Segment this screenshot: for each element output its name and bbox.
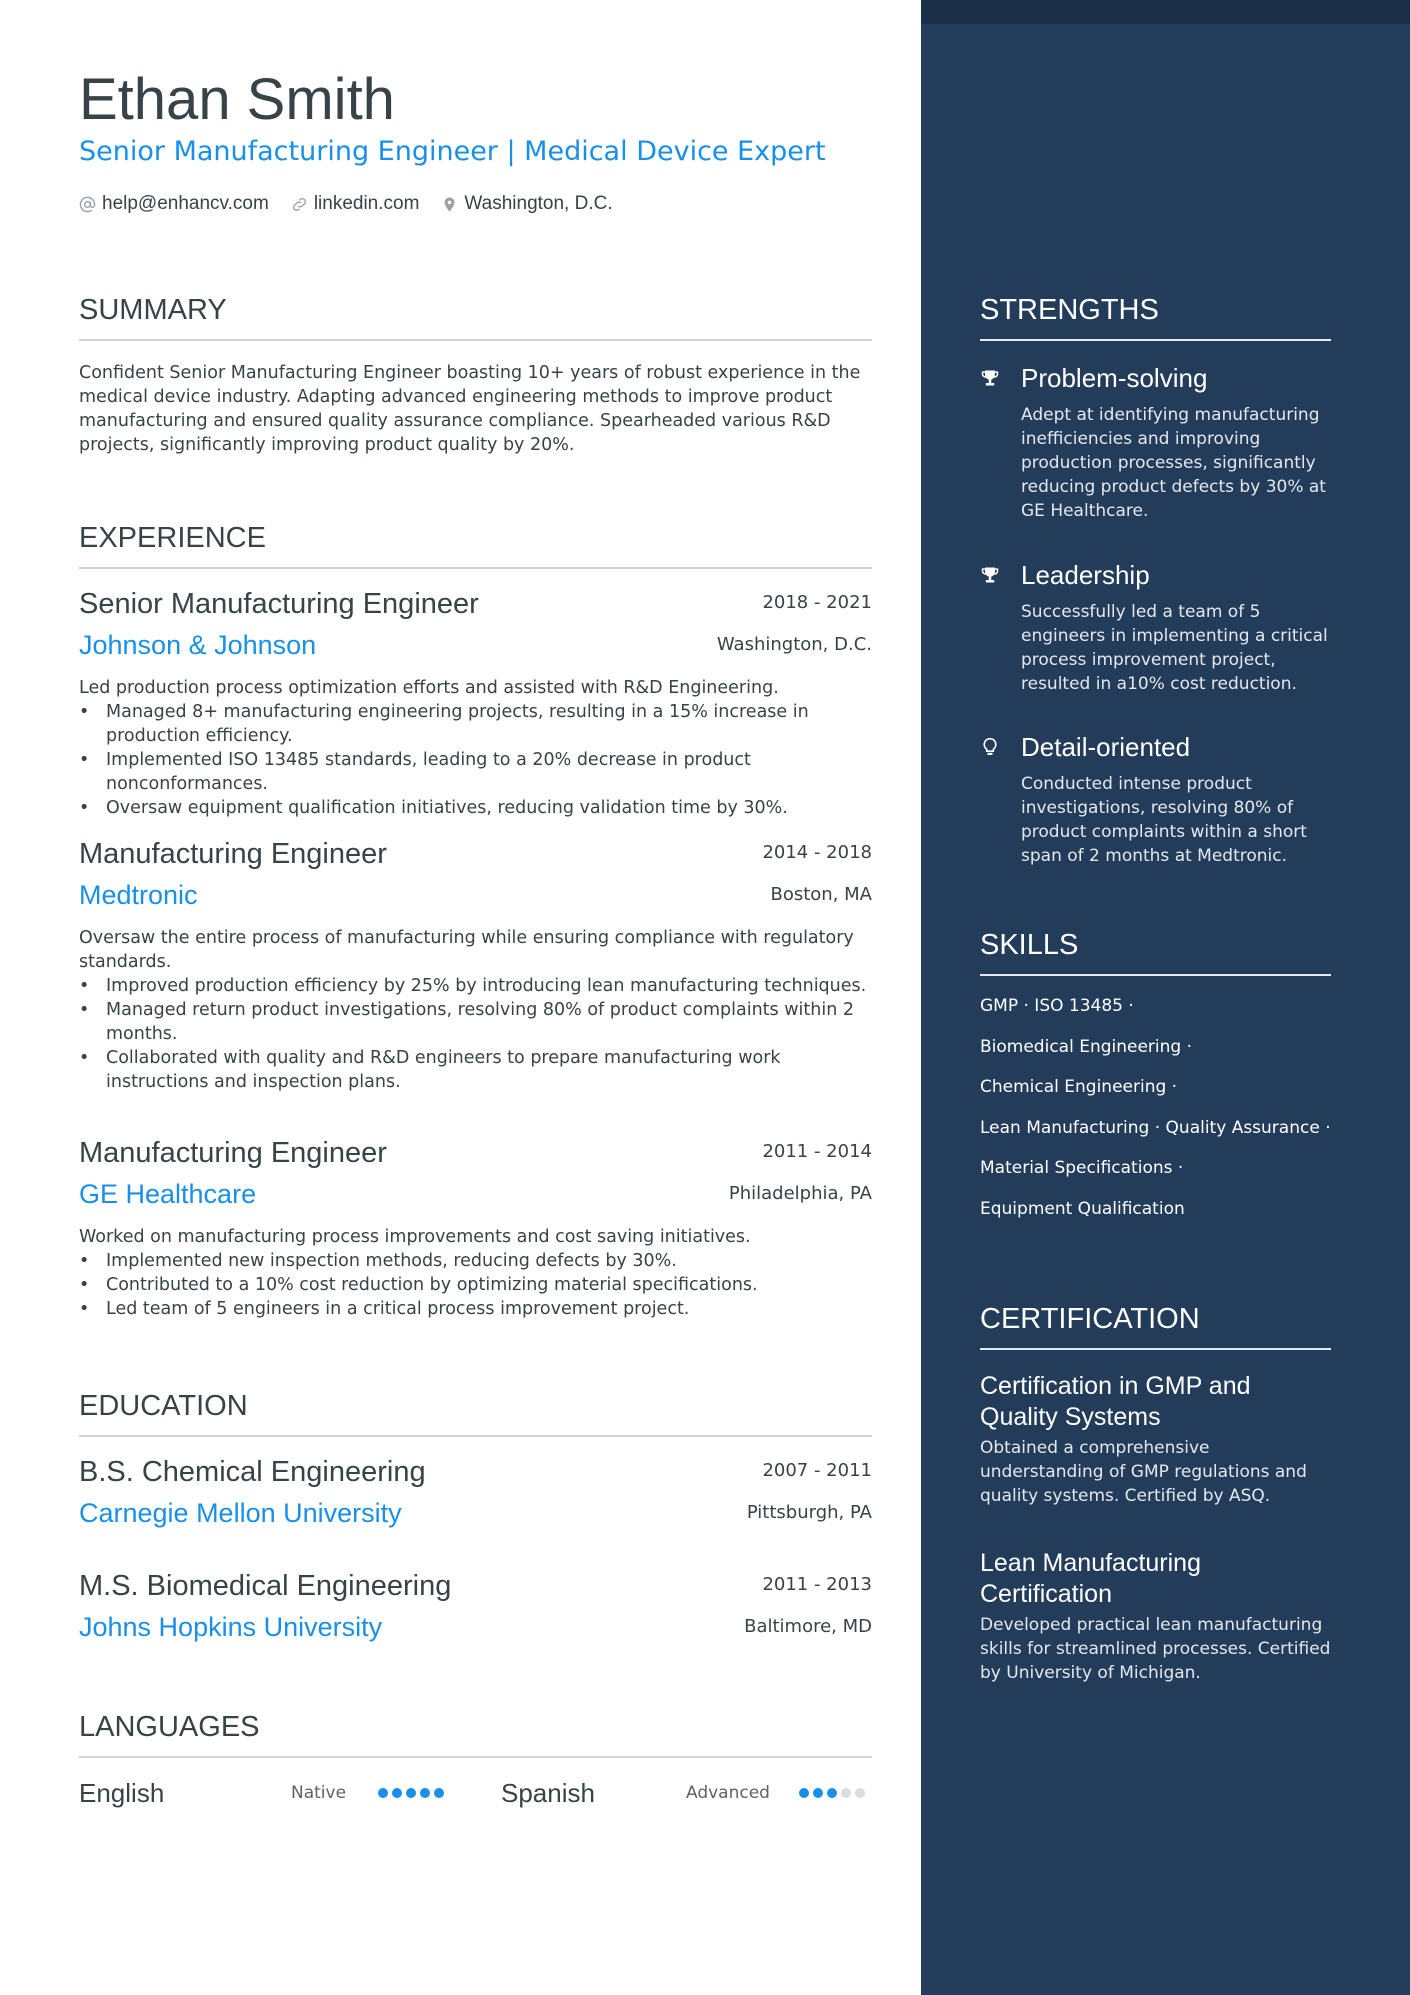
experience-heading: EXPERIENCE [79, 522, 872, 569]
bullet-item: • Managed 8+ manufacturing engineering projects, resulting in a 15% increase in production efficiency. [79, 700, 872, 748]
job-description: Worked on manufacturing process improvements and cost saving initiatives. [79, 1227, 751, 1247]
job-description-block [79, 1225, 872, 1321]
job-dates: 2014 - 2018 [762, 842, 872, 863]
education-dates: 2011 - 2013 [762, 1574, 872, 1595]
strength-title: Detail-oriented [1021, 732, 1191, 762]
job-description: Oversaw the entire process of manufacturing while ensuring compliance with regulatory standards. [79, 928, 854, 972]
rating-dot-filled [392, 1788, 402, 1798]
linkedin-text: linkedin.com [313, 193, 420, 214]
strength-description: Successfully led a team of 5 engineers in implementing a critical process improvement project, resulted in a10% cost reduction. [1021, 602, 1328, 694]
certification-title: Lean Manufacturing Certification [980, 1549, 1201, 1608]
job-dates: 2011 - 2014 [762, 1141, 872, 1162]
trophy-icon [980, 564, 1000, 586]
skill-item: GMP · ISO 13485 · [980, 996, 1134, 1016]
headline: Senior Manufacturing Engineer | Medical Device Expert [79, 136, 826, 167]
job-description: Led production process optimization efforts and assisted with R&D Engineering. [79, 678, 779, 698]
company-name: GE Healthcare [79, 1179, 257, 1209]
contact-email[interactable] [79, 193, 269, 215]
bullet-item: • Improved production efficiency by 25% by introducing lean manufacturing techniques. [79, 974, 872, 998]
strengths-heading: STRENGTHS [980, 294, 1331, 341]
bullet-item: • Led team of 5 engineers in a critical process improvement project. [79, 1297, 872, 1321]
strength-description: Adept at identifying manufacturing inefficiencies and improving production processes, significantly reducing product defects by 30% at GE Healthcare. [1021, 405, 1326, 521]
education-dates: 2007 - 2011 [762, 1460, 872, 1481]
language-name: Spanish [501, 1778, 595, 1808]
degree: B.S. Chemical Engineering [79, 1456, 426, 1488]
company-name: Johnson & Johnson [79, 630, 317, 660]
contact-linkedin[interactable] [291, 193, 420, 215]
rating-dot-filled [827, 1788, 837, 1798]
email-text: help@enhancv.com [102, 193, 269, 214]
skills-heading: SKILLS [980, 929, 1331, 976]
rating-dot-filled [406, 1788, 416, 1798]
bullet-item: • Oversaw equipment qualification initiatives, reducing validation time by 30%. [79, 796, 872, 820]
language-level: Native [291, 1783, 347, 1803]
skill-item: Chemical Engineering · [980, 1077, 1178, 1097]
certification-description: Developed practical lean manufacturing skills for streamlined processes. Certified by University of Michigan. [980, 1615, 1331, 1683]
at-icon [79, 196, 96, 213]
bullet-item: • Implemented new inspection methods, reducing defects by 30%. [79, 1249, 872, 1273]
bullet-list [79, 700, 872, 820]
rating-dot-filled [813, 1788, 823, 1798]
languages-row [79, 1778, 872, 1810]
link-icon [291, 196, 308, 213]
language-rating [799, 1788, 865, 1798]
job-description-block [79, 926, 872, 1094]
bullet-item: • Managed return product investigations, resolving 80% of product complaints within 2 months. [79, 998, 872, 1046]
strength-description: Conducted intense product investigations, resolving 80% of product complaints within a short span of 2 months at Medtronic. [1021, 774, 1307, 866]
job-title: Manufacturing Engineer [79, 838, 387, 870]
school-name: Carnegie Mellon University [79, 1498, 402, 1528]
location-text: Washington, D.C. [464, 193, 613, 214]
job-location: Washington, D.C. [716, 634, 872, 655]
job-location: Philadelphia, PA [728, 1183, 872, 1204]
job-dates: 2018 - 2021 [762, 592, 872, 613]
skill-item: Material Specifications · [980, 1158, 1184, 1178]
bullet-item: • Implemented ISO 13485 standards, leading to a 20% decrease in product nonconformances. [79, 748, 872, 796]
rating-dot-filled [434, 1788, 444, 1798]
degree: M.S. Biomedical Engineering [79, 1570, 452, 1602]
summary-heading: SUMMARY [79, 294, 872, 341]
rating-dot-filled [420, 1788, 430, 1798]
language-rating [378, 1788, 444, 1798]
school-location: Pittsburgh, PA [746, 1502, 872, 1523]
contact-row [79, 193, 613, 215]
education-heading: EDUCATION [79, 1390, 872, 1437]
rating-dot-empty [855, 1788, 865, 1798]
language-name: English [79, 1778, 165, 1808]
strength-title: Leadership [1021, 560, 1150, 590]
rating-dot-filled [378, 1788, 388, 1798]
sidebar [921, 0, 1410, 1995]
job-title: Senior Manufacturing Engineer [79, 588, 479, 620]
bullet-list [79, 1249, 872, 1321]
sidebar-top-band [921, 0, 1410, 24]
contact-location [441, 193, 612, 215]
certification-title: Certification in GMP and Quality Systems [980, 1372, 1251, 1431]
certification-heading: CERTIFICATION [980, 1303, 1331, 1350]
school-location: Baltimore, MD [744, 1616, 872, 1637]
skill-item: Lean Manufacturing · Quality Assurance · [980, 1118, 1331, 1138]
bullet-item: • Collaborated with quality and R&D engineers to prepare manufacturing work instructions and inspection plans. [79, 1046, 872, 1094]
skill-item: Biomedical Engineering · [980, 1037, 1193, 1057]
languages-heading: LANGUAGES [79, 1711, 872, 1758]
strength-title: Problem-solving [1021, 363, 1208, 393]
trophy-icon [980, 367, 1000, 389]
rating-dot-filled [799, 1788, 809, 1798]
bullet-list [79, 974, 872, 1094]
job-description-block [79, 676, 872, 820]
job-location: Boston, MA [770, 884, 872, 905]
company-name: Medtronic [79, 880, 198, 910]
school-name: Johns Hopkins University [79, 1612, 383, 1642]
summary-text: Confident Senior Manufacturing Engineer boasting 10+ years of robust experience in the medical device industry. Adapting advanced engineering methods to improve product manufacturing and ensured quality assurance compliance. Spearheaded various R&D projects, significantly improving product quality by 20%. [79, 363, 861, 455]
certification-description: Obtained a comprehensive understanding of GMP regulations and quality systems. Certified by ASQ. [980, 1438, 1307, 1506]
candidate-name: Ethan Smith [79, 67, 395, 132]
rating-dot-empty [841, 1788, 851, 1798]
location-pin-icon [441, 196, 458, 213]
language-level: Advanced [686, 1783, 770, 1803]
job-title: Manufacturing Engineer [79, 1137, 387, 1169]
skill-item: Equipment Qualification [980, 1199, 1185, 1219]
lightbulb-icon [980, 736, 1000, 758]
bullet-item: • Contributed to a 10% cost reduction by optimizing material specifications. [79, 1273, 872, 1297]
